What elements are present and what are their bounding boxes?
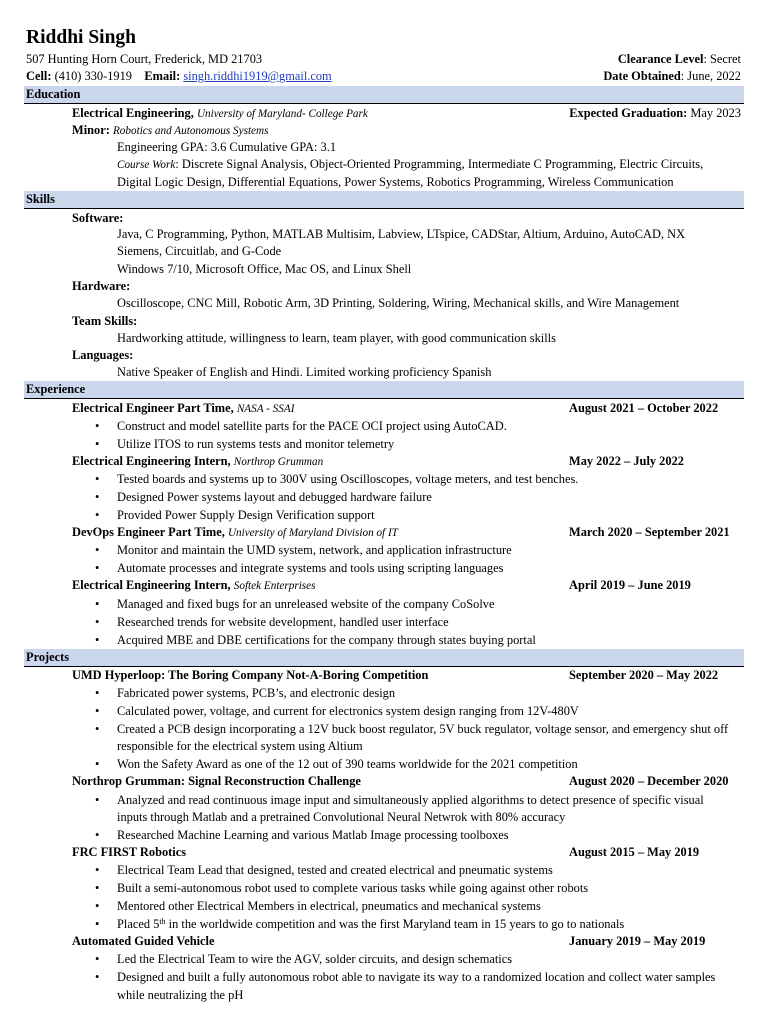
project-title: UMD Hyperloop: The Boring Company Not-A-Boring Competition xyxy=(72,668,429,682)
list-item: • Mentored other Electrical Members in electrical, pneumatics and mechanical systems xyxy=(117,898,744,916)
languages-text: Native Speaker of English and Hindi. Limited working proficiency Spanish xyxy=(117,365,492,379)
team-skills-label: Team Skills: xyxy=(72,314,138,328)
section-projects: Projects xyxy=(24,649,744,667)
header-line-1 xyxy=(26,51,741,69)
project-dates: January 2019 – May 2019 xyxy=(569,934,706,948)
cell-label: Cell: xyxy=(26,69,52,83)
software-line-1: Java, C Programming, Python, MATLAB Multisim, Labview, LTspice, CADStar, Altium, Arduino, AutoCAD, NX xyxy=(117,227,686,241)
job-org: NASA - SSAI xyxy=(236,403,295,415)
list-item: • Fabricated power systems, PCB’s, and electronic design xyxy=(117,685,744,703)
job-dates: April 2019 – June 2019 xyxy=(569,578,691,592)
list-item: • Construct and model satellite parts for the PACE OCI project using AutoCAD. xyxy=(117,418,744,436)
project-entry-header xyxy=(72,844,741,862)
list-item: • Created a PCB design incorporating a 12V buck boost regulator, 5V buck regulator, voltage sensor, and emergency shut off xyxy=(117,721,744,739)
ordinal-suffix: th xyxy=(159,917,166,926)
list-item: • Managed and fixed bugs for an unreleased website of the company CoSolve xyxy=(117,596,744,614)
expected-graduation xyxy=(569,105,741,123)
list-item: • Researched Machine Learning and various Matlab Image processing toolboxes xyxy=(117,827,744,845)
list-item: • Automate processes and integrate systems and tools using scripting languages xyxy=(117,560,744,578)
education-degree-row xyxy=(72,105,741,123)
clearance-label: Clearance Level xyxy=(617,52,704,66)
list-item: • Utilize ITOS to run systems tests and monitor telemetry xyxy=(117,436,744,454)
list-item: • Placed 5th in the worldwide competition and was the first Maryland team in 15 years to go to nationals xyxy=(117,916,744,934)
list-item: • Monitor and maintain the UMD system, network, and application infrastructure xyxy=(117,542,744,560)
date-label: Date Obtained xyxy=(603,69,681,83)
date-obtained xyxy=(603,68,741,86)
course-label: Course Work xyxy=(117,159,176,171)
job-org: Northrop Grumman xyxy=(233,456,324,468)
list-item: • Researched trends for website development, handled user interface xyxy=(117,614,744,632)
software-label: Software: xyxy=(72,211,124,225)
software-line-3: Windows 7/10, Microsoft Office, Mac OS, and Linux Shell xyxy=(117,262,412,276)
project-entry-header xyxy=(72,667,741,685)
list-item: • Designed Power systems layout and debugged hardware failure xyxy=(117,489,744,507)
section-experience: Experience xyxy=(24,381,744,399)
section-skills: Skills xyxy=(24,191,744,209)
job-title: Electrical Engineering Intern, xyxy=(72,454,231,468)
resume-name: Riddhi Singh xyxy=(26,27,137,48)
list-item: • Analyzed and read continuous image input and simultaneously applied algorithms to detect presence of specific visual xyxy=(117,792,744,810)
project-dates: September 2020 – May 2022 xyxy=(569,668,719,682)
project-entry-header xyxy=(72,773,741,791)
clearance-value: : Secret xyxy=(703,52,741,66)
project-dates: August 2015 – May 2019 xyxy=(569,845,700,859)
list-item: • Won the Safety Award as one of the 12 out of 390 teams worldwide for the 2021 competition xyxy=(117,756,744,774)
list-item: • Electrical Team Lead that designed, tested and created electrical and pneumatic systems xyxy=(117,862,744,880)
job-entry-header xyxy=(72,453,741,471)
project-title: FRC FIRST Robotics xyxy=(72,845,187,859)
job-org: University of Maryland Division of IT xyxy=(227,527,398,539)
list-item: • Calculated power, voltage, and current for electronics system design ranging from 12V-480V xyxy=(117,703,744,721)
cell-value: (410) 330-1919 xyxy=(54,69,133,83)
job-entry-header xyxy=(72,400,741,418)
course-text: : Discrete Signal Analysis, Object-Oriented Programming, Intermediate C Programming, Electric Circuits, xyxy=(175,157,704,171)
degree-name: Electrical Engineering, xyxy=(72,106,194,120)
minor-label: Minor: xyxy=(72,123,110,137)
list-item: • Tested boards and systems up to 300V using Oscilloscopes, voltage meters, and test benches. xyxy=(117,471,744,489)
job-org: Softek Enterprises xyxy=(233,580,316,592)
gpa: Engineering GPA: 3.6 Cumulative GPA: 3.1 xyxy=(117,140,337,154)
email-label: Email: xyxy=(144,69,181,83)
email-link[interactable]: singh.riddhi1919@gmail.com xyxy=(183,69,332,83)
section-education: Education xyxy=(24,86,744,104)
list-item-continuation: responsible for the electrical system using Altium xyxy=(117,739,363,753)
course-work-line-1 xyxy=(117,156,744,175)
list-item-continuation: while neutralizing the pH xyxy=(117,988,244,1002)
software-line-2: Siemens, Circuitlab, and G-Code xyxy=(117,244,282,258)
list-item: • Designed and built a fully autonomous robot able to navigate its way to a randomized location and collect water samples xyxy=(117,969,744,987)
project-title: Automated Guided Vehicle xyxy=(72,934,215,948)
date-value: : June, 2022 xyxy=(680,69,741,83)
job-title: Electrical Engineering Intern, xyxy=(72,578,231,592)
languages-label: Languages: xyxy=(72,348,134,362)
list-item: • Provided Power Supply Design Verification support xyxy=(117,507,744,525)
project-entry-header xyxy=(72,933,741,951)
job-title: DevOps Engineer Part Time, xyxy=(72,525,225,539)
list-item-continuation: inputs through Matlab and a pretrained Convolutional Neural Netwrok with 80% accuracy xyxy=(117,810,566,824)
job-title: Electrical Engineer Part Time, xyxy=(72,401,234,415)
minor: Robotics and Autonomous Systems xyxy=(112,125,269,137)
clearance-level xyxy=(618,51,741,69)
team-skills-text: Hardworking attitude, willingness to learn, team player, with good communication skills xyxy=(117,331,556,345)
project-title: Northrop Grumman: Signal Reconstruction Challenge xyxy=(72,774,361,788)
list-item: • Built a semi-autonomous robot used to complete various tasks while going against other robots xyxy=(117,880,744,898)
job-entry-header xyxy=(72,577,741,595)
job-dates: March 2020 – September 2021 xyxy=(569,525,730,539)
hardware-text: Oscilloscope, CNC Mill, Robotic Arm, 3D Printing, Soldering, Wiring, Mechanical skills, and Wire Management xyxy=(117,296,680,310)
degree xyxy=(72,105,368,124)
hardware-label: Hardware: xyxy=(72,279,131,293)
job-dates: August 2021 – October 2022 xyxy=(569,401,719,415)
contact xyxy=(26,68,332,86)
address: 507 Hunting Horn Court, Frederick, MD 21703 xyxy=(26,52,263,66)
school: University of Maryland- College Park xyxy=(196,108,368,120)
list-item: • Acquired MBE and DBE certifications for the company through states buying portal xyxy=(117,632,744,650)
header-line-2 xyxy=(26,68,741,86)
minor-row xyxy=(72,122,741,140)
job-entry-header xyxy=(72,524,741,542)
project-dates: August 2020 – December 2020 xyxy=(569,774,729,788)
job-dates: May 2022 – July 2022 xyxy=(569,454,684,468)
grad-value: May 2023 xyxy=(690,106,741,120)
grad-label: Expected Graduation: xyxy=(569,106,688,120)
list-item: • Led the Electrical Team to wire the AGV, solder circuits, and design schematics xyxy=(117,951,744,969)
course-work-line-2: Digital Logic Design, Differential Equations, Power Systems, Robotics Programming, Wireless Communication xyxy=(117,175,674,189)
